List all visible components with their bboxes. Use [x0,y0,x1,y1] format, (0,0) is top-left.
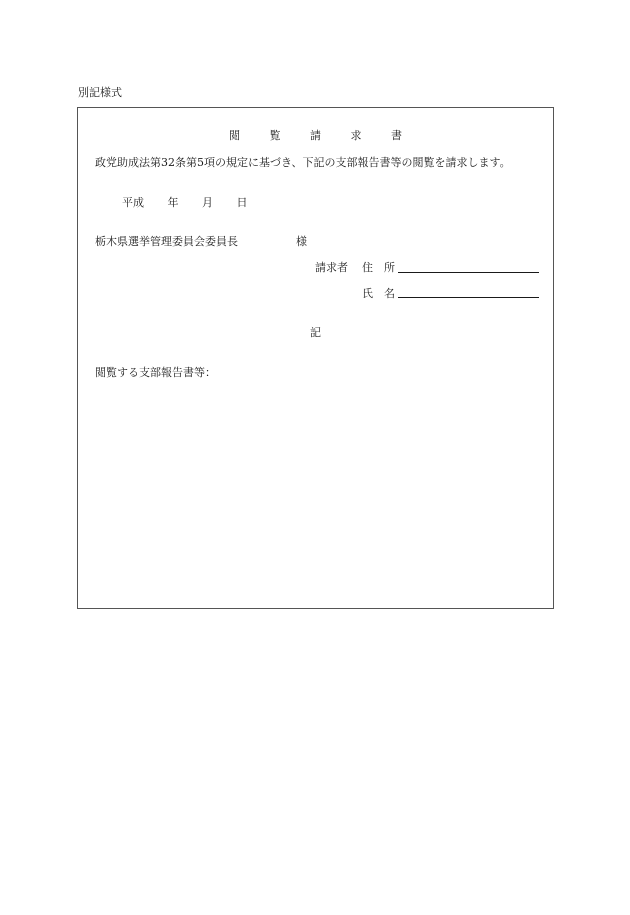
date-era: 平成 [122,196,144,209]
addressee-name: 栃木県選挙管理委員会委員長 [95,235,238,248]
address-field[interactable] [398,272,539,273]
request-form-box [77,107,554,609]
title-char: 書 [391,129,402,142]
documents-label: 閲覧する支部報告書等： [95,366,216,379]
name-label: 氏 名 [362,287,395,300]
date-line [122,194,268,210]
title-char: 請 [310,129,321,142]
ki-heading: 記 [310,326,321,339]
request-statement: 政党助成法第32条第5項の規定に基づき、下記の支部報告書等の閲覧を請求します。 [95,156,511,169]
requester-label: 請求者 [315,261,348,274]
title-char: 閲 [229,129,240,142]
date-day: 日 [236,196,248,209]
form-style-label: 別記様式 [78,86,122,99]
name-field[interactable] [398,297,539,298]
address-label: 住 所 [362,261,395,274]
form-title [78,127,553,143]
title-char: 覧 [269,129,281,142]
title-char: 求 [350,129,362,142]
date-month: 月 [202,196,213,209]
date-year: 年 [167,196,179,209]
addressee-honorific: 様 [296,235,307,248]
